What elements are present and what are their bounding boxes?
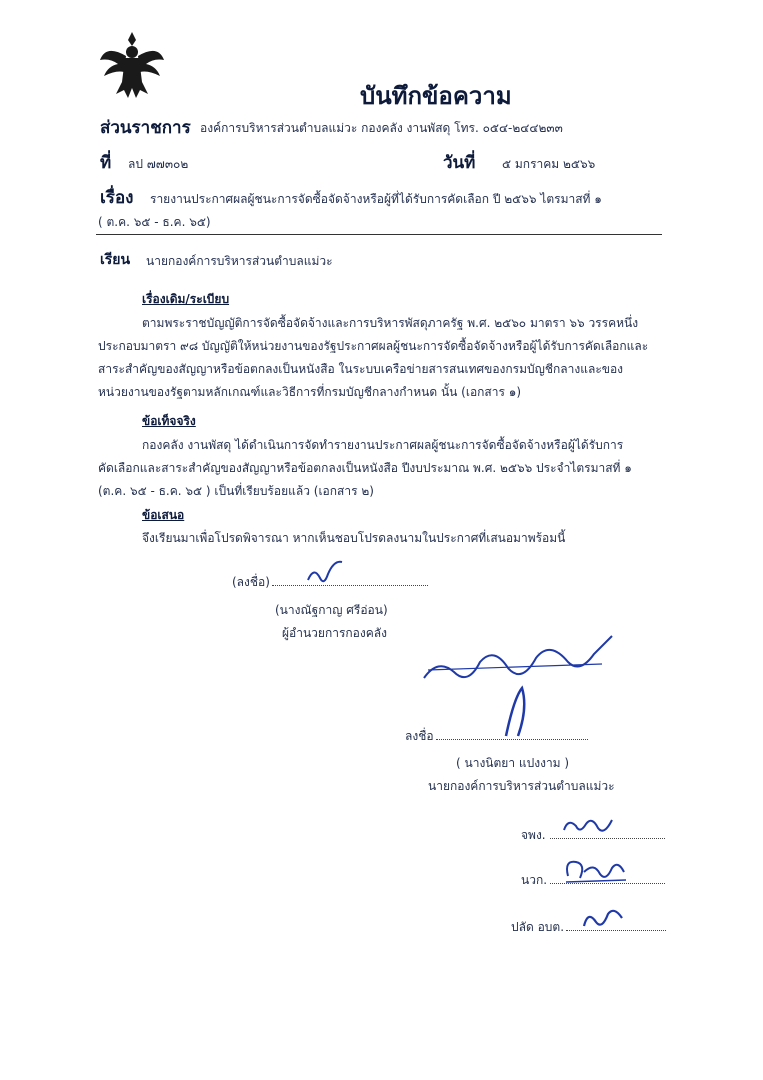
agency-label: ส่วนราชการ — [100, 118, 191, 138]
signature-1-name: (นางณัฐกาญ ศรีอ่อน) — [275, 603, 388, 617]
signature-1-line — [272, 585, 428, 586]
to-label: เรียน — [100, 252, 131, 268]
facts-line: คัดเลือกและสาระสำคัญของสัญญาหรือข้อตกลงเป็นหนังสือ ปีงบประมาณ พ.ศ. ๒๕๖๖ ประจำไตรมาสที่ ๑ — [98, 461, 632, 475]
facts-line: (ต.ค. ๖๕ - ธ.ค. ๖๕ ) เป็นที่เรียบร้อยแล้ว (เอกสาร ๒) — [98, 484, 374, 498]
background-line: ประกอบมาตรา ๙๘ บัญญัติให้หน่วยงานของรัฐประกาศผลผู้ชนะการจัดซื้อจัดจ้างหรือผู้ได้รับการคัดเลือกและ — [98, 339, 649, 353]
cc-2-initials — [560, 852, 630, 886]
cc-2-label: นวก. — [521, 873, 548, 887]
date-value: ๕ มกราคม ๒๕๖๖ — [502, 157, 596, 171]
signature-1-label: (ลงชื่อ) — [232, 575, 270, 589]
background-line: สาระสำคัญของสัญญาหรือข้อตกลงเป็นหนังสือ ในระบบเครือข่ายสารสนเทศของกรมบัญชีกลางและของ — [98, 362, 624, 376]
signature-2-label: ลงชื่อ — [405, 729, 434, 743]
signature-2-mark — [418, 628, 618, 738]
ref-label: ที่ — [100, 153, 112, 173]
signature-1-position: ผู้อำนวยการกองคลัง — [282, 626, 387, 640]
signature-2-name: ( นางนิตยา แปงงาม ) — [456, 756, 570, 770]
signature-1-mark — [300, 556, 350, 592]
cc-3-initials — [578, 904, 628, 934]
ref-value: ลป ๗๗๓๐๒ — [128, 157, 189, 171]
proposal-line: จึงเรียนมาเพื่อโปรดพิจารณา หากเห็นชอบโปรดลงนามในประกาศที่เสนอมาพร้อมนี้ — [142, 531, 566, 545]
garuda-emblem-icon — [98, 30, 166, 100]
subject-line-1: รายงานประกาศผลผู้ชนะการจัดซื้อจัดจ้างหรือผู้ที่ได้รับการคัดเลือก ปี ๒๕๖๖ ไตรมาสที่ ๑ — [150, 192, 602, 206]
facts-heading: ข้อเท็จจริง — [142, 414, 196, 428]
date-label: วันที่ — [443, 153, 476, 173]
cc-1-label: จพง. — [521, 828, 546, 842]
facts-line: กองคลัง งานพัสดุ ได้ดำเนินการจัดทำรายงานประกาศผลผู้ชนะการจัดซื้อจัดจ้างหรือผู้ได้รับการ — [142, 438, 624, 452]
memo-title: บันทึกข้อความ — [360, 82, 512, 110]
background-heading: เรื่องเดิม/ระเบียบ — [142, 292, 230, 306]
proposal-heading: ข้อเสนอ — [142, 508, 185, 522]
subject-label: เรื่อง — [100, 188, 134, 208]
subject-line-2: ( ต.ค. ๖๕ - ธ.ค. ๖๕) — [98, 215, 211, 229]
signature-2-position: นายกองค์การบริหารส่วนตำบลแม่วะ — [428, 779, 615, 793]
cc-3-label: ปลัด อบต. — [511, 920, 565, 934]
signature-2-line — [436, 739, 588, 740]
cc-1-initials — [558, 812, 618, 840]
background-line: ตามพระราชบัญญัติการจัดซื้อจัดจ้างและการบริหารพัสดุภาครัฐ พ.ศ. ๒๕๖๐ มาตรา ๖๖ วรรคหนึ่ง — [142, 316, 639, 330]
agency-value: องค์การบริหารส่วนตำบลแม่วะ กองคลัง งานพัสดุ โทร. ๐๕๔-๒๔๔๒๓๓ — [200, 121, 563, 135]
to-value: นายกองค์การบริหารส่วนตำบลแม่วะ — [146, 254, 333, 268]
background-line: หน่วยงานของรัฐตามหลักเกณฑ์และวิธีการที่กรมบัญชีกลางกำหนด นั้น (เอกสาร ๑) — [98, 385, 522, 399]
header-divider — [96, 234, 662, 235]
